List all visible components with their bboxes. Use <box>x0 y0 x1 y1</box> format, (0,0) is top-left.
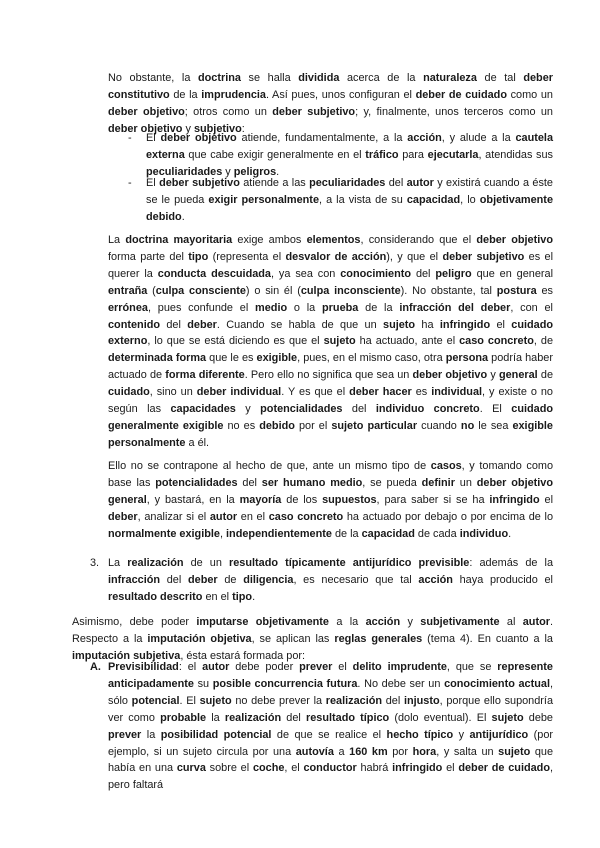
list-letter: A. <box>90 661 101 673</box>
lettered-item-a <box>90 659 553 794</box>
paragraph-deber-objetivo-general: Ello no se contrapone al hecho de que, ante un mismo tipo de casos, y tomando como base las potencialidades del ser humano medio, se pueda definir un deber objetivo general, y bastará, en la mayoría de los supuestos, para saber si se ha infringido el deber, analizar si el autor en el caso concreto ha actuado por debajo o por encima de lo normalmente exigible, independientemente de la capacidad de cada individuo. <box>108 460 554 540</box>
bullet-marker: - <box>128 177 132 189</box>
bullet-deber-subjetivo <box>128 175 553 226</box>
bullet-text: El deber subjetivo atiende a las peculiaridades del autor y existirá cuando a éste se le pueda exigir personalmente, a la vista de su capacidad, lo objetivamente debido. <box>146 177 553 223</box>
bullet-marker: - <box>128 132 132 144</box>
numbered-item-text: La realización de un resultado típicamente antijurídico previsible: además de la infracción del deber de diligencia, es necesario que tal acción haya producido el resultado descrito en el tipo. <box>108 557 554 603</box>
lettered-item-text: Previsibilidad: el autor debe poder prever el delito imprudente, que se represente anticipadamente su posible concurrencia futura. No debe ser un conocimiento actual, sólo potencial. El sujeto no debe prever la realización del injusto, porque ello supondría ver como probable la realización del resultado típico (dolo eventual). El sujeto debe prever la posibilidad potencial de que se realice el hecho típico y antijurídico (por ejemplo, si un sujeto circula por una autovía a 160 km por hora, y salta un sujeto que había en una curva sobre el coche, el conductor habrá infringido el deber de cuidado, pero faltará <box>108 661 554 792</box>
bullet-text: El deber objetivo atiende, fundamentalmente, a la acción, y alude a la cautela externa que cabe exigir generalmente en el tráfico para ejecutarla, atendidas sus peculiaridades y peligros. <box>146 132 554 178</box>
paragraph-imputacion: Asimismo, debe poder imputarse objetivamente a la acción y subjetivamente al autor. Respecto a la imputación objetiva, se aplican las reglas generales (tema 4). En cuanto a la imputación subjetiva, ésta estará formada por: <box>72 616 554 662</box>
paragraph-doctrina-mayoritaria: La doctrina mayoritaria exige ambos elementos, considerando que el deber objetivo forma parte del tipo (representa el desvalor de acción), y que el deber subjetivo es el querer la conducta descuidada, ya sea con conocimiento del peligro que en general entraña (culpa consciente) o sin él (culpa inconsciente). No obstante, tal postura es errónea, pues confunde el medio o la prueba de la infracción del deber, con el contenido del deber. Cuando se habla de que un sujeto ha infringido el cuidado externo, lo que se está diciendo es que el sujeto ha actuado, ante el caso concreto, de determinada forma que le es exigible, pues, en el mismo caso, otra persona podría haber actuado de forma diferente. Pero ello no significa que sea un deber objetivo y general de cuidado, sino un deber individual. Y es que el deber hacer es individual, y existe o no según las capacidades y potencialidades del individuo concreto. El cuidado generalmente exigible no es debido por el sujeto particular cuando no le sea exigible personalmente a él. <box>108 234 554 449</box>
list-number: 3. <box>90 557 100 569</box>
numbered-item-3 <box>90 555 553 606</box>
bullet-deber-objetivo <box>128 130 553 181</box>
paragraph-doctrina-dividida: No obstante, la doctrina se halla dividida acerca de la naturaleza de tal deber constitutivo de la imprudencia. Así pues, unos configuran el deber de cuidado como un deber objetivo; otros como un deber subjetivo; y, finalmente, unos terceros como un deber objetivo y subjetivo: <box>108 72 553 135</box>
